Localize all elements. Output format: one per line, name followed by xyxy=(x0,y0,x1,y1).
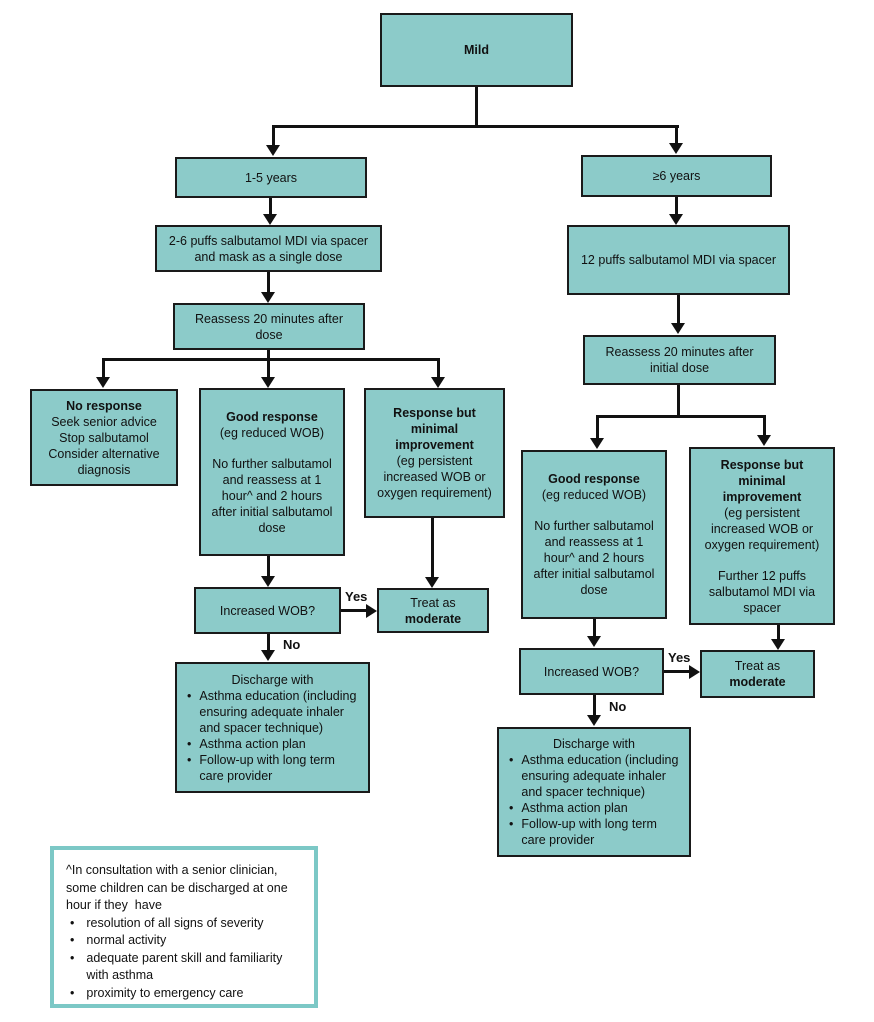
node-r-minimal-title: Response but minimal improvement xyxy=(720,457,804,504)
connector-r-split-drop2 xyxy=(763,415,766,436)
node-r-reassess xyxy=(583,335,776,385)
node-r-minimal-body: Further 12 puffs salbutamol MDI via spacer xyxy=(708,568,816,615)
connector-l-good-wob xyxy=(267,556,270,578)
connector-l-dose-reassess xyxy=(267,272,270,294)
connector-l-minimal-treat xyxy=(431,518,434,578)
node-r-treat-moderate xyxy=(700,650,815,698)
node-mild-label: Mild xyxy=(464,43,489,57)
arrowhead-r-good xyxy=(590,438,604,449)
node-l-good-body: No further salbutamol and reassess at 1 hour^ and 2 hours after initial salbutamol dose xyxy=(211,456,333,535)
list-item-text: • adequate parent skill and familiarity with asthma xyxy=(86,950,283,982)
arrowhead-r-dose xyxy=(669,214,683,225)
node-l-reassess xyxy=(173,303,365,350)
footnote-intro: ^In consultation with a senior clinician, some children can be discharged at one hour if they have xyxy=(66,863,292,912)
list-item xyxy=(66,915,264,933)
node-age-6plus-label: ≥6 years xyxy=(652,169,701,183)
arrowhead-r-wob xyxy=(587,636,601,647)
node-l-wob-label: Increased WOB? xyxy=(219,603,316,618)
node-r-good-title: Good response xyxy=(548,472,640,486)
list-item xyxy=(66,985,243,1003)
arrowhead-l-treat xyxy=(366,604,377,618)
node-l-good-title: Good response xyxy=(226,409,318,424)
node-l-reassess-label: Reassess 20 minutes after dose xyxy=(195,311,343,342)
list-item-text: • Asthma action plan xyxy=(521,801,628,815)
list-item xyxy=(509,816,679,848)
arrowhead-r-minimal-treat xyxy=(771,639,785,650)
list-item xyxy=(187,688,358,736)
arrowhead-r-reassess xyxy=(671,323,685,334)
connector-right-branch-drop xyxy=(675,125,678,145)
arrowhead-left-branch xyxy=(266,145,280,156)
list-item xyxy=(66,932,166,950)
node-age-1-5-years xyxy=(175,157,367,198)
list-item-text: • Asthma education (including ensuring adequate inhaler and spacer technique) xyxy=(521,753,679,799)
node-l-discharge-list xyxy=(187,688,358,784)
node-mild xyxy=(380,13,573,87)
list-item-text: • Asthma action plan xyxy=(199,736,306,751)
list-item xyxy=(187,752,358,784)
list-item xyxy=(509,800,628,816)
arrowhead-right-branch xyxy=(669,143,683,154)
node-r-wob-question xyxy=(519,648,664,695)
connector-r-yes xyxy=(664,670,690,673)
node-r-treat-line1: Treat as xyxy=(734,659,781,673)
connector-r-split-stem xyxy=(677,385,680,417)
node-r-discharge-list xyxy=(509,752,679,848)
node-l-minimal-response xyxy=(364,388,505,518)
node-l-no-response-line1: Seek senior advice xyxy=(51,414,157,429)
footnote-list xyxy=(66,915,302,1003)
node-l-no-response-line2: Stop salbutamol xyxy=(59,430,149,445)
node-l-no-response xyxy=(30,389,178,486)
connector-l-split-drop1 xyxy=(102,358,105,379)
node-l-treat-line2: moderate xyxy=(404,611,462,626)
node-age-1-5-label: 1-5 years xyxy=(244,170,298,185)
node-l-treat-line1: Treat as xyxy=(410,595,456,610)
node-l-minimal-subtitle: (eg persistent increased WOB or oxygen requirement) xyxy=(377,454,492,500)
connector-r-split-bar xyxy=(596,415,766,418)
node-l-minimal-title: Response but minimal improvement xyxy=(393,406,476,452)
node-l-good-response xyxy=(199,388,345,556)
connector-left-branch-drop xyxy=(272,125,275,146)
list-item-text: • Asthma education (including ensuring adequate inhaler and spacer technique) xyxy=(199,688,357,735)
node-l-no-response-line3: Consider alternative diagnosis xyxy=(48,446,160,477)
node-r-good-response xyxy=(521,450,667,619)
connector-l-yes xyxy=(341,609,367,612)
arrowhead-l-minimal-treat xyxy=(425,577,439,588)
node-l-no-response-title: No response xyxy=(66,398,142,413)
arrowhead-l-minimal xyxy=(431,377,445,388)
list-item-text: • proximity to emergency care xyxy=(86,985,244,1000)
edge-label-r-no: No xyxy=(609,699,627,714)
connector-l-split-bar xyxy=(102,358,440,361)
edge-label-l-no: No xyxy=(283,637,301,652)
node-r-good-body: No further salbutamol and reassess at 1 hour^ and 2 hours after initial salbutamol dose xyxy=(533,519,655,597)
node-r-discharge-title: Discharge with xyxy=(553,737,635,751)
arrowhead-l-dose xyxy=(263,214,277,225)
arrowhead-l-noresponse xyxy=(96,377,110,388)
node-r-good-subtitle: (eg reduced WOB) xyxy=(541,488,647,502)
list-item xyxy=(187,736,306,752)
list-item-text: • normal activity xyxy=(86,933,167,947)
arrowhead-l-reassess xyxy=(261,292,275,303)
node-r-dose-label: 12 puffs salbutamol MDI via spacer xyxy=(580,253,776,267)
node-l-dose-label: 2-6 puffs salbutamol MDI via spacer and mask as a single dose xyxy=(168,233,369,264)
footnote-box xyxy=(50,846,318,1008)
node-r-minimal-response xyxy=(689,447,835,625)
arrowhead-r-minimal xyxy=(757,435,771,446)
connector-top-branch-bar xyxy=(272,125,679,128)
node-r-discharge xyxy=(497,727,691,857)
node-l-discharge xyxy=(175,662,370,793)
list-item xyxy=(509,752,679,800)
node-l-dose xyxy=(155,225,382,272)
list-item-text: • resolution of all signs of severity xyxy=(86,915,264,930)
node-l-treat-moderate xyxy=(377,588,489,633)
node-l-wob-question xyxy=(194,587,341,634)
connector-r-minimal-treat xyxy=(777,625,780,640)
arrowhead-l-wob xyxy=(261,576,275,587)
connector-r-dose-reassess xyxy=(677,295,680,325)
node-l-good-subtitle: (eg reduced WOB) xyxy=(219,425,325,440)
connector-r-split-drop1 xyxy=(596,415,599,439)
list-item-text: • Follow-up with long term care provider xyxy=(521,817,657,847)
edge-label-r-yes: Yes xyxy=(668,650,691,665)
connector-mild-stem xyxy=(475,87,478,127)
arrowhead-l-discharge xyxy=(261,650,275,661)
node-r-minimal-subtitle: (eg persistent increased WOB or oxygen requirement) xyxy=(704,505,820,552)
node-age-6plus-years xyxy=(581,155,772,197)
connector-l-split-drop2 xyxy=(267,358,270,379)
arrowhead-r-discharge xyxy=(587,715,601,726)
list-item xyxy=(66,950,302,985)
node-l-discharge-title: Discharge with xyxy=(231,672,314,687)
connector-r-no xyxy=(593,695,596,717)
node-r-dose xyxy=(567,225,790,295)
node-r-wob-label: Increased WOB? xyxy=(543,664,640,679)
list-item-text: • Follow-up with long term care provider xyxy=(199,752,335,783)
arrowhead-r-treat xyxy=(689,665,700,679)
edge-label-l-yes: Yes xyxy=(345,589,368,604)
node-r-treat-line2: moderate xyxy=(729,675,786,689)
connector-l-split-drop3 xyxy=(437,358,440,379)
arrowhead-l-good xyxy=(261,377,275,388)
node-r-reassess-label: Reassess 20 minutes after initial dose xyxy=(605,345,754,375)
